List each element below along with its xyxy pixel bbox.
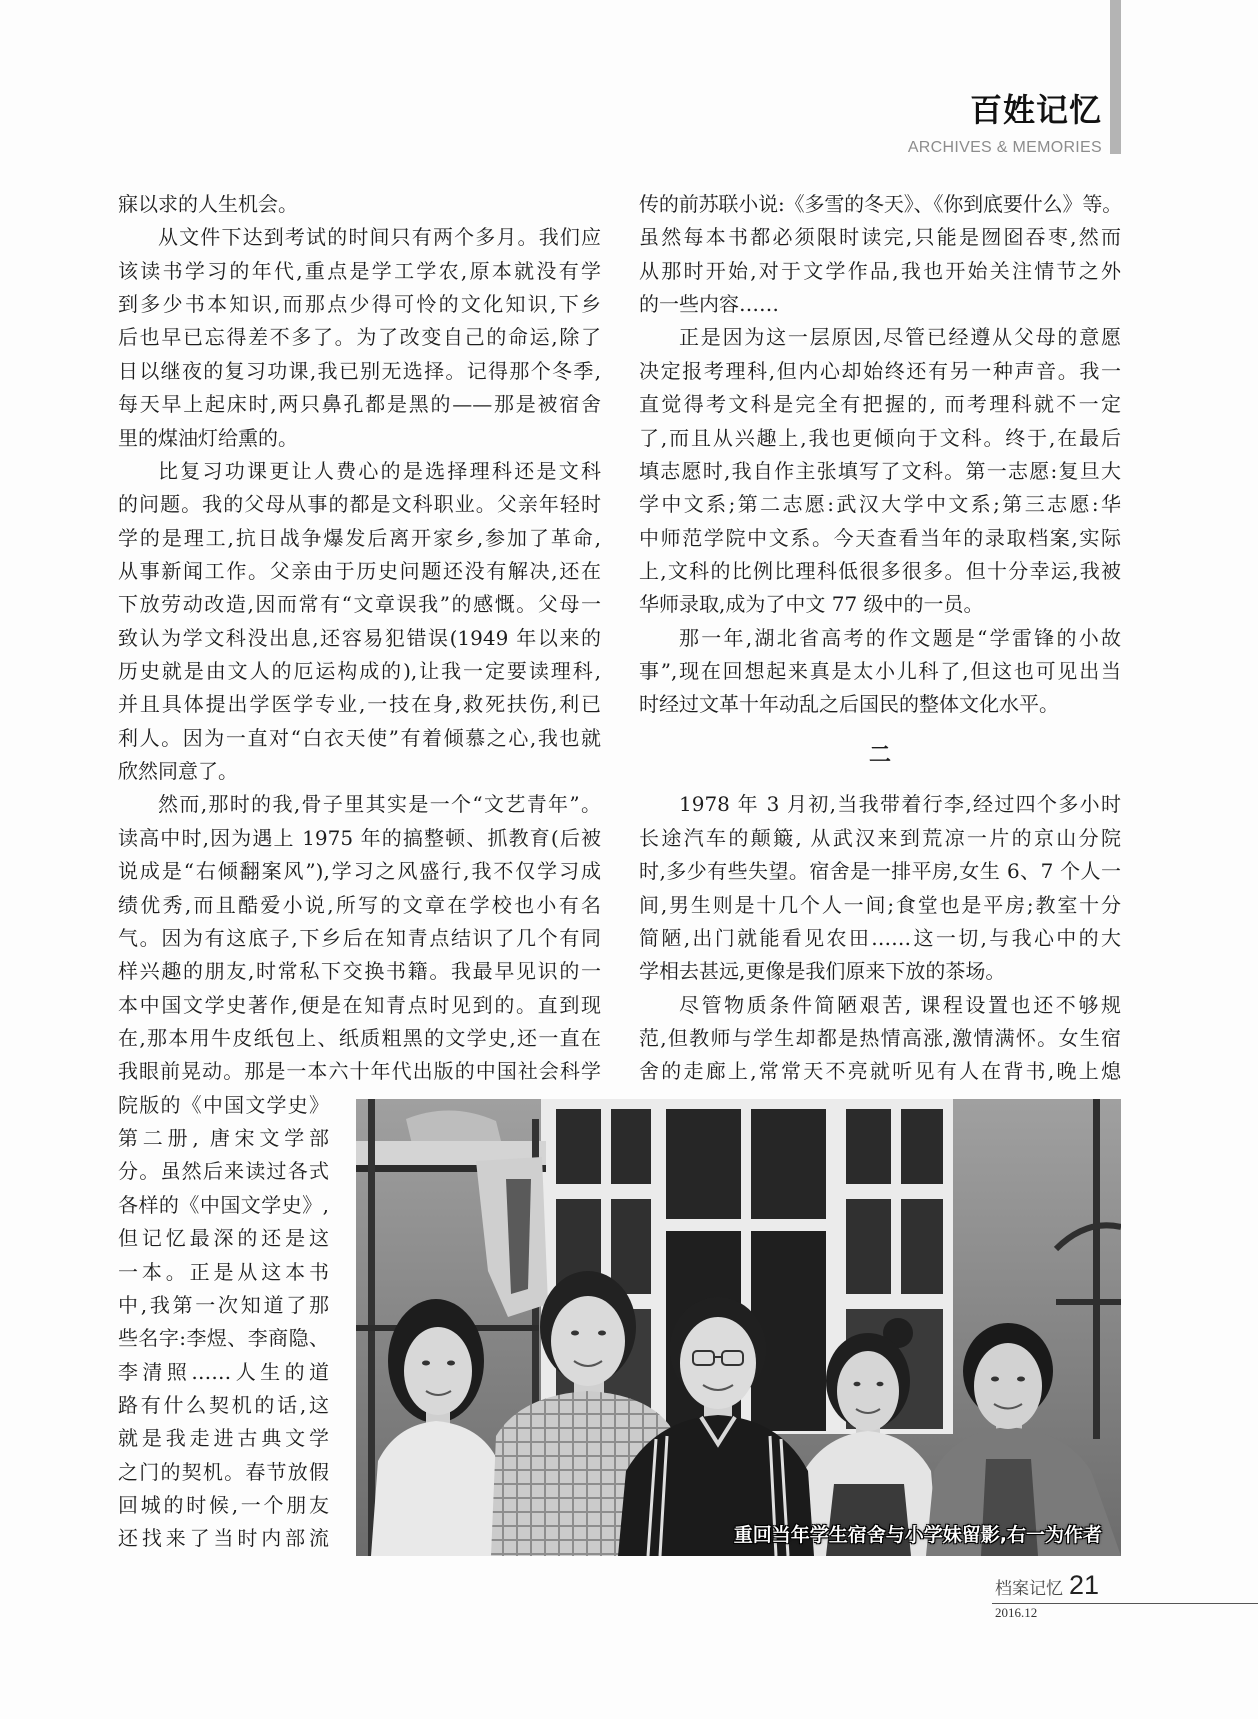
text-line: 些名字:李煜、李商隐、 bbox=[118, 1326, 329, 1351]
text-line: 说成是“右倾翻案风”),学习之风盛行,我不仅学习成 bbox=[118, 859, 601, 884]
text-line: 决定报考理科,但内心却始终还有另一种声音。我一 bbox=[639, 358, 1121, 383]
text-line: 时经过文革十年动乱之后国民的整体文化水平。 bbox=[639, 692, 1059, 717]
text-line: 上,文科的比例比理科低很多很多。但十分幸运,我被 bbox=[639, 558, 1121, 583]
text-line: 第二册, 唐宋文学部 bbox=[118, 1126, 329, 1151]
text-line: 了,而且从兴趣上,我也更倾向于文科。终于,在最后 bbox=[639, 425, 1121, 450]
text-line: 每天早上起床时,两只鼻孔都是黑的——那是被宿舍 bbox=[118, 392, 601, 417]
text-line: 回城的时候,一个朋友 bbox=[118, 1493, 329, 1518]
text-line: 学相去甚远,更像是我们原来下放的茶场。 bbox=[639, 959, 1006, 984]
text-line: 时,多少有些失望。宿舍是一排平房,女生 6、7 个人一 bbox=[639, 859, 1121, 884]
text-line: 但记忆最深的还是这 bbox=[118, 1226, 329, 1251]
text-line: 并且具体提出学医学专业,一技在身,救死扶伤,利已 bbox=[118, 692, 601, 717]
text-line: 院版的《中国文学史》 bbox=[118, 1092, 329, 1117]
section-heading: 二 bbox=[868, 741, 891, 768]
text-line: 学的是理工,抗日战争爆发后离开家乡,参加了革命, bbox=[118, 525, 601, 550]
text-line: 从那时开始,对于文学作品,我也开始关注情节之外 bbox=[639, 258, 1121, 283]
text-line: 一本。正是从这本书 bbox=[118, 1259, 329, 1284]
photo bbox=[356, 1099, 1121, 1556]
text-line: 中师范学院中文系。今天查看当年的录取档案,实际 bbox=[639, 525, 1121, 550]
text-line: 里的煤油灯给熏的。 bbox=[118, 425, 298, 450]
text-line: 长途汽车的颠簸, 从武汉来到荒凉一片的京山分院 bbox=[639, 825, 1121, 850]
text-line: 在,那本用牛皮纸包上、纸质粗黑的文学史,还一直在 bbox=[118, 1025, 601, 1050]
text-line: 的一些内容…… bbox=[639, 292, 779, 317]
text-line: 气。因为有这底子,下乡后在知青点结识了几个有同 bbox=[118, 925, 601, 950]
text-line: 然而,那时的我,骨子里其实是一个“文艺青年”。 bbox=[158, 792, 601, 817]
text-line: 那一年,湖北省高考的作文题是“学雷锋的小故 bbox=[679, 625, 1121, 650]
text-line: 路有什么契机的话,这 bbox=[118, 1392, 329, 1417]
article-right-column bbox=[639, 188, 1121, 1089]
text-line: 尽管物质条件简陋艰苦, 课程设置也还不够规 bbox=[679, 992, 1121, 1017]
text-line: 后也早已忘得差不多了。为了改变自己的命运,除了 bbox=[118, 325, 601, 350]
page-number: 21 bbox=[1069, 1570, 1100, 1600]
text-line: 事”,现在回想起来真是太小儿科了,但这也可见出当 bbox=[639, 659, 1121, 684]
text-line: 就是我走进古典文学 bbox=[118, 1426, 329, 1451]
text-line: 舍的走廊上,常常天不亮就听见有人在背书,晚上熄 bbox=[639, 1059, 1121, 1084]
header-accent-bar bbox=[1110, 0, 1121, 154]
text-line: 填志愿时,我自作主张填写了文科。第一志愿:复旦大 bbox=[639, 458, 1121, 483]
text-line: 李清照……人生的道 bbox=[118, 1359, 329, 1384]
text-line: 正是因为这一层原因,尽管已经遵从父母的意愿 bbox=[679, 325, 1121, 350]
text-line: 致认为学文科没出息,还容易犯错误(1949 年以来的 bbox=[118, 625, 601, 650]
text-line: 该读书学习的年代,重点是学工学农,原本就没有学 bbox=[118, 258, 601, 283]
text-line: 从文件下达到考试的时间只有两个多月。我们应 bbox=[158, 225, 601, 250]
text-line: 寐以求的人生机会。 bbox=[118, 192, 298, 216]
text-line: 中,我第一次知道了那 bbox=[118, 1292, 329, 1317]
footer-masthead bbox=[995, 1570, 1099, 1601]
section-title: 百姓记忆 bbox=[969, 91, 1102, 129]
text-line: 绩优秀,而且酷爱小说,所写的文章在学校也小有名 bbox=[118, 892, 601, 917]
text-line: 下放劳动改造,因而常有“文章误我”的感慨。父母一 bbox=[118, 592, 601, 617]
issue-date: 2016.12 bbox=[995, 1605, 1038, 1620]
text-line: 1978 年 3 月初,当我带着行李,经过四个多小时 bbox=[679, 792, 1121, 817]
text-line: 读高中时,因为遇上 1975 年的搞整顿、抓教育(后被 bbox=[118, 825, 601, 850]
photo-image bbox=[356, 1099, 1121, 1556]
text-line: 欣然同意了。 bbox=[118, 759, 238, 784]
magazine-name: 档案记忆 bbox=[995, 1579, 1063, 1599]
text-line: 本中国文学史著作,便是在知青点时见到的。直到现 bbox=[118, 992, 601, 1017]
photo-caption: 重回当年学生宿舍与小学妹留影,右一为作者 bbox=[733, 1524, 1102, 1546]
text-line: 传的前苏联小说:《多雪的冬天》、《你到底要什么》等。 bbox=[639, 192, 1121, 216]
text-line: 利人。因为一直对“白衣天使”有着倾慕之心,我也就 bbox=[118, 725, 601, 750]
text-line: 分。虽然后来读过各式 bbox=[118, 1159, 329, 1184]
text-line: 的问题。我的父母从事的都是文科职业。父亲年轻时 bbox=[118, 492, 601, 517]
text-line: 虽然每本书都必须限时读完,只能是囫囵吞枣,然而 bbox=[639, 225, 1121, 250]
text-line: 从事新闻工作。父亲由于历史问题还没有解决,还在 bbox=[118, 558, 601, 583]
text-line: 各样的《中国文学史》, bbox=[118, 1192, 329, 1217]
text-line: 学中文系;第二志愿:武汉大学中文系;第三志愿:华 bbox=[639, 492, 1121, 517]
footer-rule bbox=[992, 1603, 1258, 1604]
text-line: 之门的契机。春节放假 bbox=[118, 1459, 329, 1484]
section-subtitle: ARCHIVES & MEMORIES bbox=[907, 139, 1102, 156]
text-line: 到多少书本知识,而那点少得可怜的文化知识,下乡 bbox=[118, 292, 601, 317]
text-line: 简陋,出门就能看见农田……这一切,与我心中的大 bbox=[639, 925, 1121, 950]
text-line: 直觉得考文科是完全有把握的, 而考理科就不一定 bbox=[639, 392, 1121, 417]
text-line: 我眼前晃动。那是一本六十年代出版的中国社会科学 bbox=[118, 1059, 601, 1084]
text-line: 还找来了当时内部流 bbox=[118, 1526, 329, 1551]
text-line: 范,但教师与学生却都是热情高涨,激情满怀。女生宿 bbox=[639, 1026, 1121, 1050]
text-line: 样兴趣的朋友,时常私下交换书籍。我最早见识的一 bbox=[118, 959, 601, 984]
text-line: 华师录取,成为了中文 77 级中的一员。 bbox=[639, 592, 984, 617]
text-line: 日以继夜的复习功课,我已别无选择。记得那个冬季, bbox=[118, 358, 601, 383]
text-line: 历史就是由文人的厄运构成的),让我一定要读理科, bbox=[118, 659, 601, 684]
text-line: 间,男生则是十几个人一间;食堂也是平房;教室十分 bbox=[639, 892, 1121, 917]
text-line: 比复习功课更让人费心的是选择理科还是文科 bbox=[158, 458, 601, 483]
